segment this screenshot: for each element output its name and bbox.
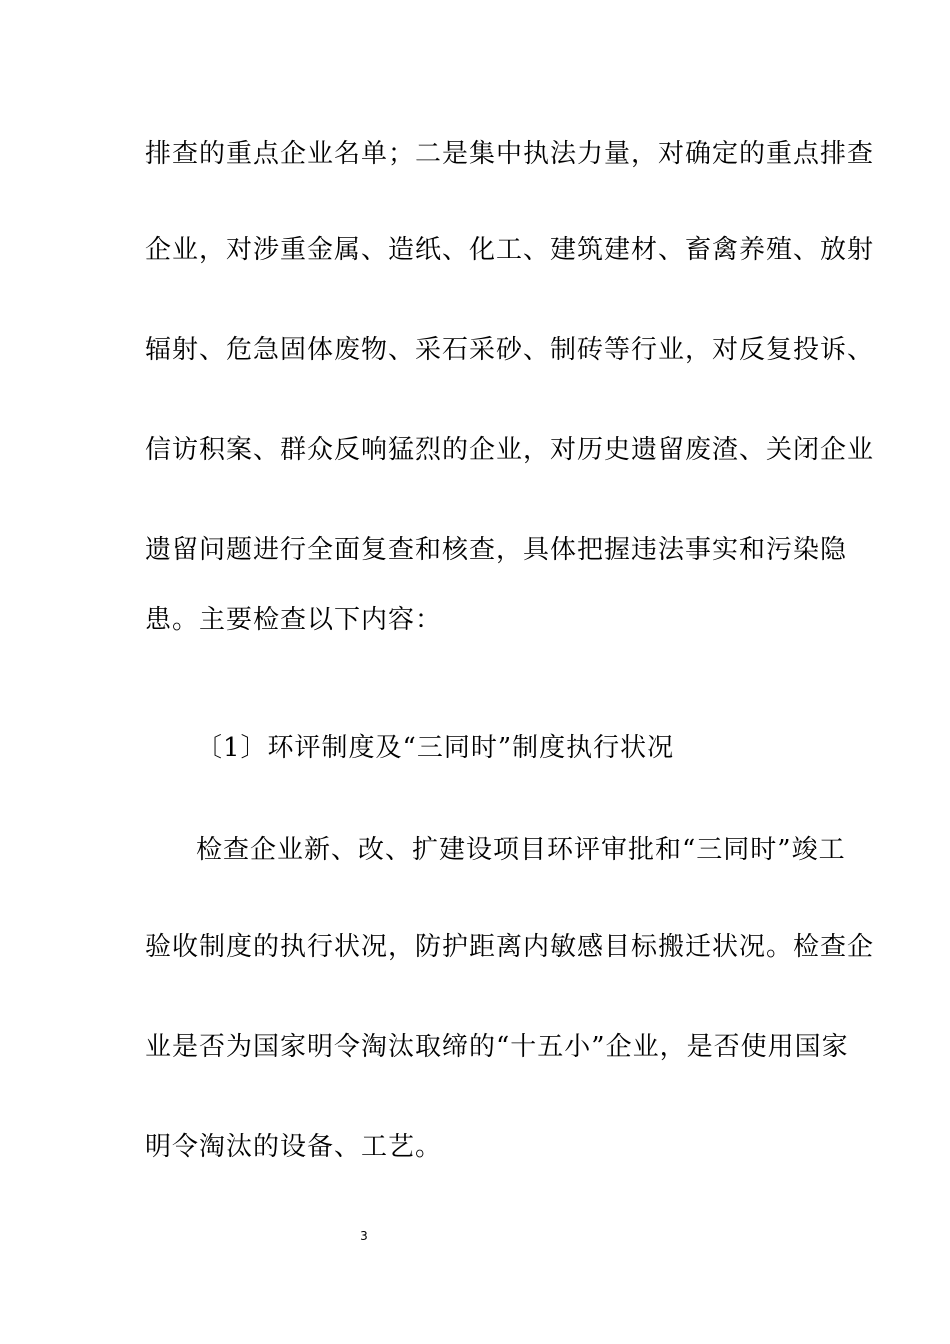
paragraph-2-line-2: 验收制度的执行状况，防护距离内敏感目标搬迁状况。检查企: [145, 932, 875, 962]
paragraph-2-line-4: 明令淘汰的设备、工艺。: [145, 1132, 443, 1162]
paragraph-1-line-2: 企业，对涉重金属、造纸、化工、建筑建材、畜禽养殖、放射: [145, 235, 875, 265]
paragraph-2-line-3: 业是否为国家明令淘汰取缔的“十五小”企业，是否使用国家: [145, 1032, 849, 1062]
paragraph-1-line-6: 患。主要检查以下内容：: [145, 605, 443, 635]
paragraph-1-line-3: 辐射、危急固体废物、采石采砂、制砖等行业，对反复投诉、: [145, 335, 875, 365]
paragraph-2-line-1: 检查企业新、改、扩建设项目环评审批和“三同时”竣工: [196, 835, 846, 865]
paragraph-1-line-5: 遗留问题进行全面复查和核查，具体把握违法事实和污染隐: [145, 535, 848, 565]
paragraph-1-line-1: 排查的重点企业名单；二是集中执法力量，对确定的重点排查: [145, 139, 875, 169]
paragraph-1-line-4: 信访积案、群众反响猛烈的企业，对历史遗留废渣、关闭企业: [145, 435, 875, 465]
section-heading: 〔1〕环评制度及“三同时”制度执行状况: [196, 733, 675, 763]
page-number: 3: [360, 1229, 368, 1243]
